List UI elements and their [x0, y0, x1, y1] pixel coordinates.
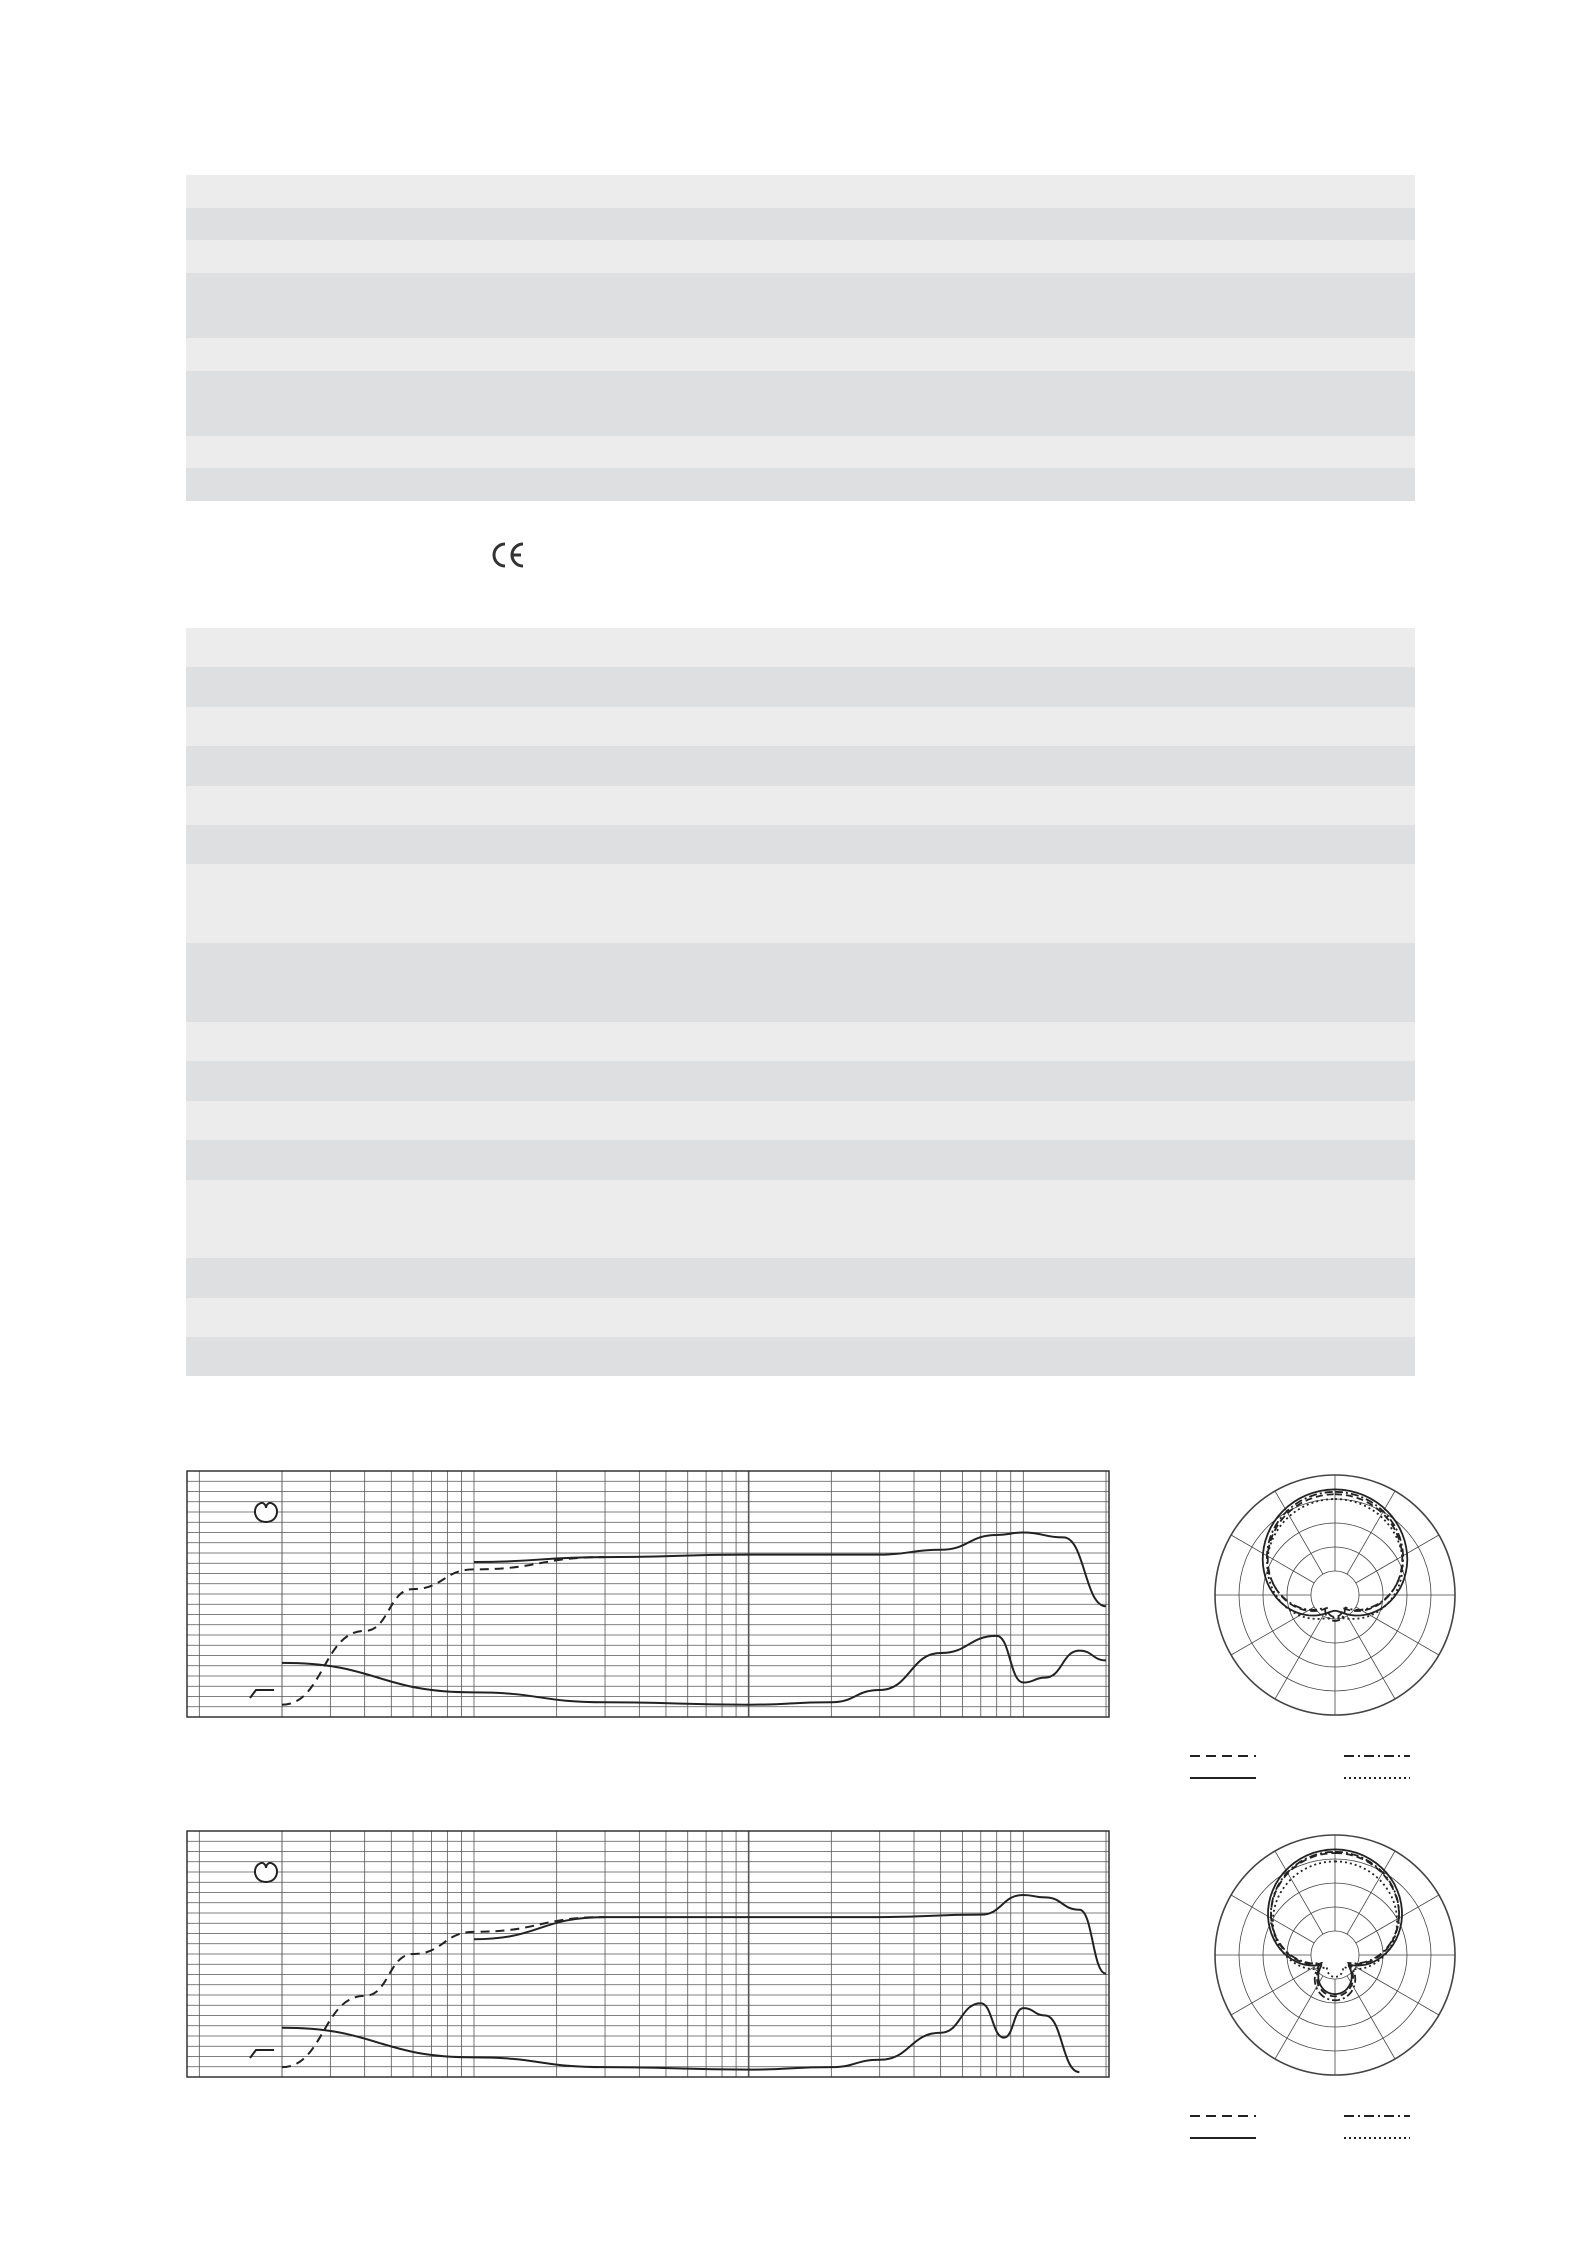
- response-curve: [282, 2003, 1079, 2072]
- table-row: [186, 338, 1415, 371]
- table-row: [186, 1180, 1415, 1259]
- polar-spoke: [1347, 1976, 1395, 2059]
- frequency-response-chart: [186, 1830, 1110, 2078]
- table-row: [186, 1298, 1415, 1337]
- table-row: [186, 208, 1415, 241]
- polar-pattern-chart: [1210, 1470, 1460, 1720]
- response-curve: [474, 1533, 1106, 1607]
- cardioid-icon: [255, 1503, 277, 1522]
- table-row: [186, 240, 1415, 273]
- table-row: [186, 707, 1415, 746]
- table-row: [186, 468, 1415, 501]
- table-row: [186, 371, 1415, 436]
- polar-spoke: [1356, 1535, 1439, 1583]
- table-row: [186, 1022, 1415, 1061]
- table-row: [186, 1101, 1415, 1140]
- polar-spoke: [1347, 1616, 1395, 1699]
- table-row: [186, 667, 1415, 706]
- table-row: [186, 273, 1415, 338]
- table-row: [186, 1140, 1415, 1179]
- polar-spoke: [1275, 1616, 1323, 1699]
- polar-spoke: [1231, 1967, 1314, 2015]
- table-row: [186, 786, 1415, 825]
- polar-legend: [1190, 2108, 1420, 2144]
- frequency-response-chart: [186, 1470, 1110, 1718]
- table-row: [186, 825, 1415, 864]
- spec-table: [186, 175, 1415, 501]
- table-row: [186, 175, 1415, 208]
- table-row: [186, 864, 1415, 943]
- table-row: [186, 436, 1415, 469]
- polar-spoke: [1356, 1967, 1439, 2015]
- polar-spoke: [1231, 1535, 1314, 1583]
- table-row: [186, 1258, 1415, 1297]
- ce-mark-icon: [490, 540, 528, 570]
- polar-pattern-chart: [1210, 1830, 1460, 2080]
- table-row: [186, 628, 1415, 667]
- table-row: [186, 1061, 1415, 1100]
- table-row: [186, 746, 1415, 785]
- table-row: [186, 943, 1415, 1022]
- response-curve: [474, 1895, 1106, 1974]
- spec-table: [186, 628, 1415, 1376]
- polar-legend: [1190, 1748, 1420, 1784]
- response-curve: [282, 1636, 1106, 1705]
- polar-ring: [1311, 1571, 1359, 1619]
- table-row: [186, 1337, 1415, 1376]
- supercardioid-icon: [255, 1863, 277, 1882]
